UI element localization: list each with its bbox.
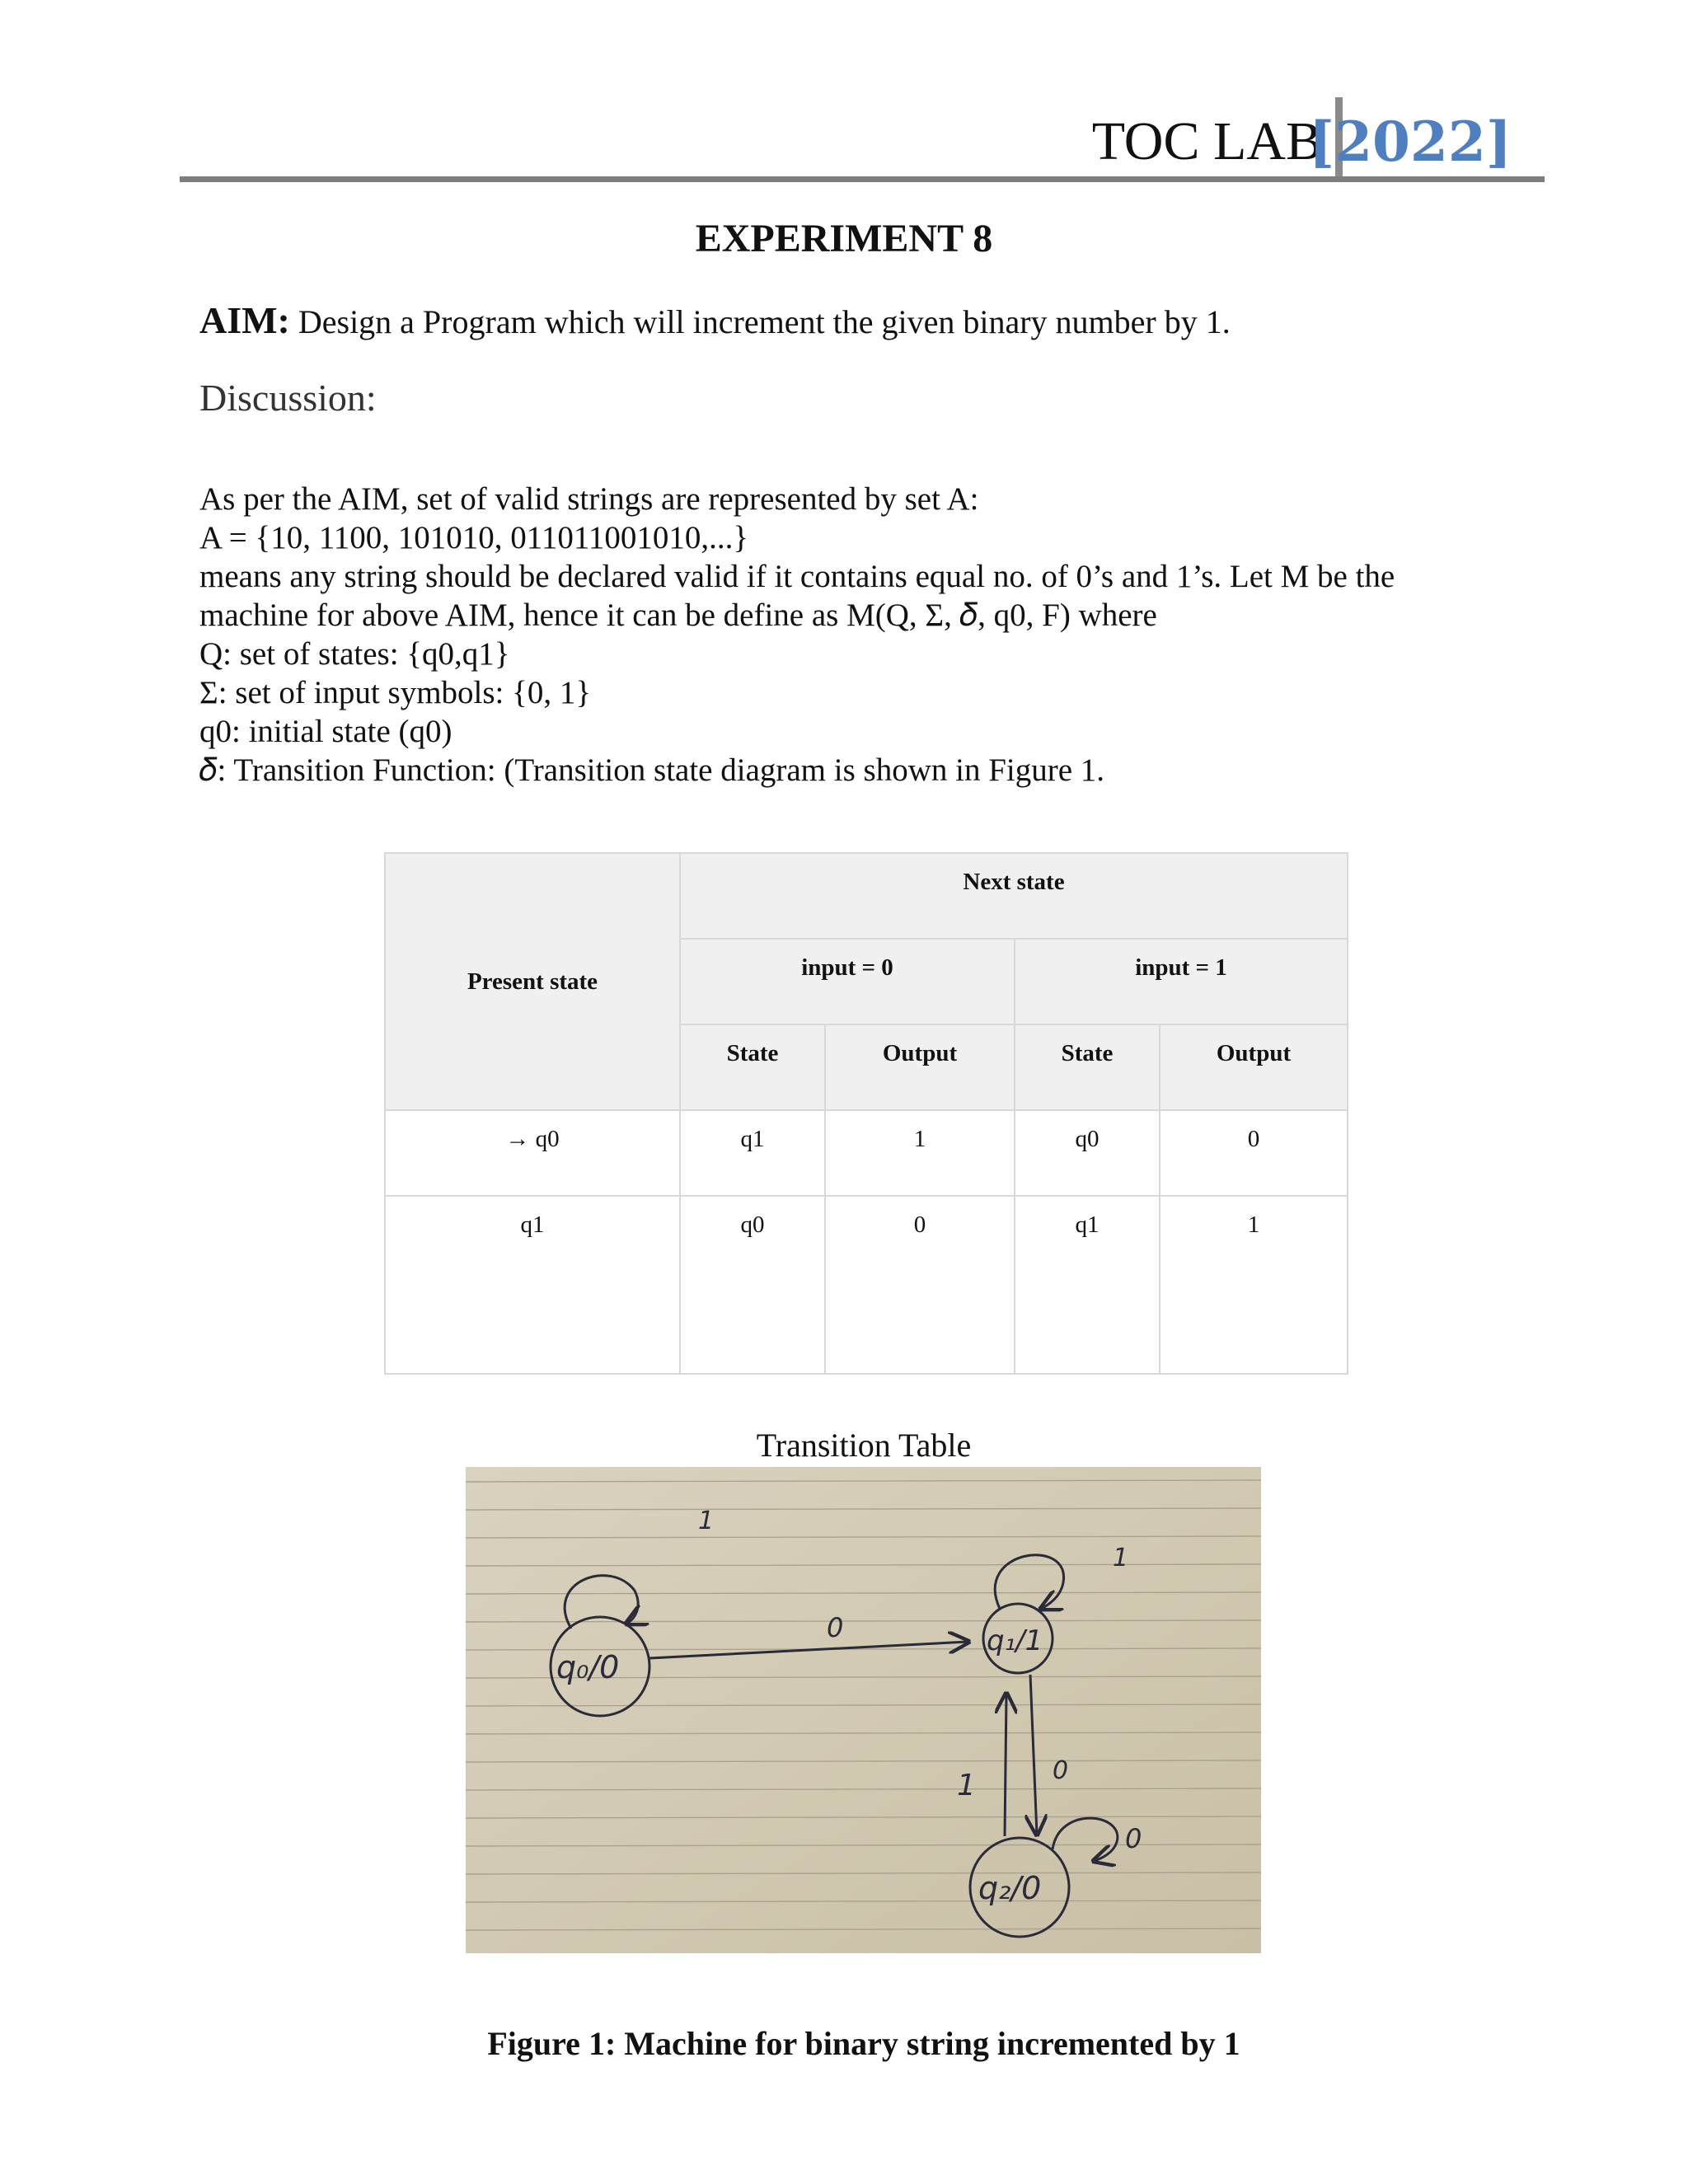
table-cell: q0 <box>680 1196 825 1374</box>
table-cell: q1 <box>680 1110 825 1196</box>
table-cell: → q0 <box>385 1110 680 1196</box>
state-q1-label: q₁/1 <box>987 1624 1043 1657</box>
table-cell: 0 <box>825 1196 1015 1374</box>
table-cell: q1 <box>385 1196 680 1374</box>
discussion-body <box>199 480 1485 790</box>
next-state-header: Next state <box>680 853 1348 939</box>
header-title: TOC LAB <box>1091 111 1322 171</box>
table-cell: q1 <box>1015 1196 1160 1374</box>
header-rule <box>180 176 1545 182</box>
output-header: Output <box>825 1024 1015 1110</box>
transition-table <box>384 852 1348 1375</box>
table-row <box>385 1110 1348 1196</box>
loop-q0-label: 1 <box>698 1507 715 1535</box>
loop-q2-label: 0 <box>1125 1823 1142 1854</box>
table-cell: 1 <box>825 1110 1015 1196</box>
experiment-title: EXPERIMENT 8 <box>695 217 993 260</box>
aim-label: AIM: <box>199 299 290 341</box>
present-state-header: Present state <box>385 853 680 1110</box>
body-line: Σ: set of input symbols: {0, 1} <box>199 675 592 710</box>
page-header <box>180 91 1545 181</box>
aim-line <box>199 298 1231 342</box>
state-q2-label: q₂/0 <box>978 1870 1042 1906</box>
body-line: Q: set of states: {q0,q1} <box>199 636 510 672</box>
state-diagram-photo <box>466 1467 1261 1953</box>
table-cell: 0 <box>1160 1110 1348 1196</box>
table-row <box>385 1196 1348 1374</box>
arrow-q2-to-q1 <box>1005 1694 1006 1836</box>
edge-q0-q1-label: 0 <box>827 1612 844 1643</box>
table-cell: q0 <box>1015 1110 1160 1196</box>
state-header: State <box>680 1024 825 1110</box>
edge-q2-q1-label: 1 <box>957 1769 976 1802</box>
output-header: Output <box>1160 1024 1348 1110</box>
loop-q1-label: 1 <box>1113 1544 1129 1572</box>
body-line: q0: initial state (q0) <box>199 714 452 749</box>
state-header: State <box>1015 1024 1160 1110</box>
notebook-paper <box>466 1467 1261 1953</box>
table-cell: 1 <box>1160 1196 1348 1374</box>
state-q0-label: q₀/0 <box>556 1649 620 1685</box>
body-line: 𝛿: Transition Function: (Transition state diagram is shown in Figure 1. <box>199 752 1105 788</box>
table-caption: Transition Table <box>756 1427 972 1464</box>
input-one-header: input = 1 <box>1015 939 1348 1024</box>
body-line: A = {10, 1100, 101010, 011011001010,...} <box>199 520 749 555</box>
discussion-heading: Discussion: <box>199 377 377 419</box>
body-line: As per the AIM, set of valid strings are represented by set A: <box>199 481 979 517</box>
figure-caption: Figure 1: Machine for binary string incremented by 1 <box>487 2025 1240 2062</box>
aim-text: Design a Program which will increment the given binary number by 1. <box>289 303 1231 340</box>
edge-q1-q2-label: 0 <box>1053 1756 1069 1785</box>
input-zero-header: input = 0 <box>680 939 1015 1024</box>
body-line: means any string should be declared valid if it contains equal no. of 0’s and 1’s. Let M be the machine for above AIM, hence it can be define as M(Q, Σ, 𝛿, q0, F) where <box>199 559 1395 633</box>
header-year: [2022] <box>1308 110 1512 174</box>
